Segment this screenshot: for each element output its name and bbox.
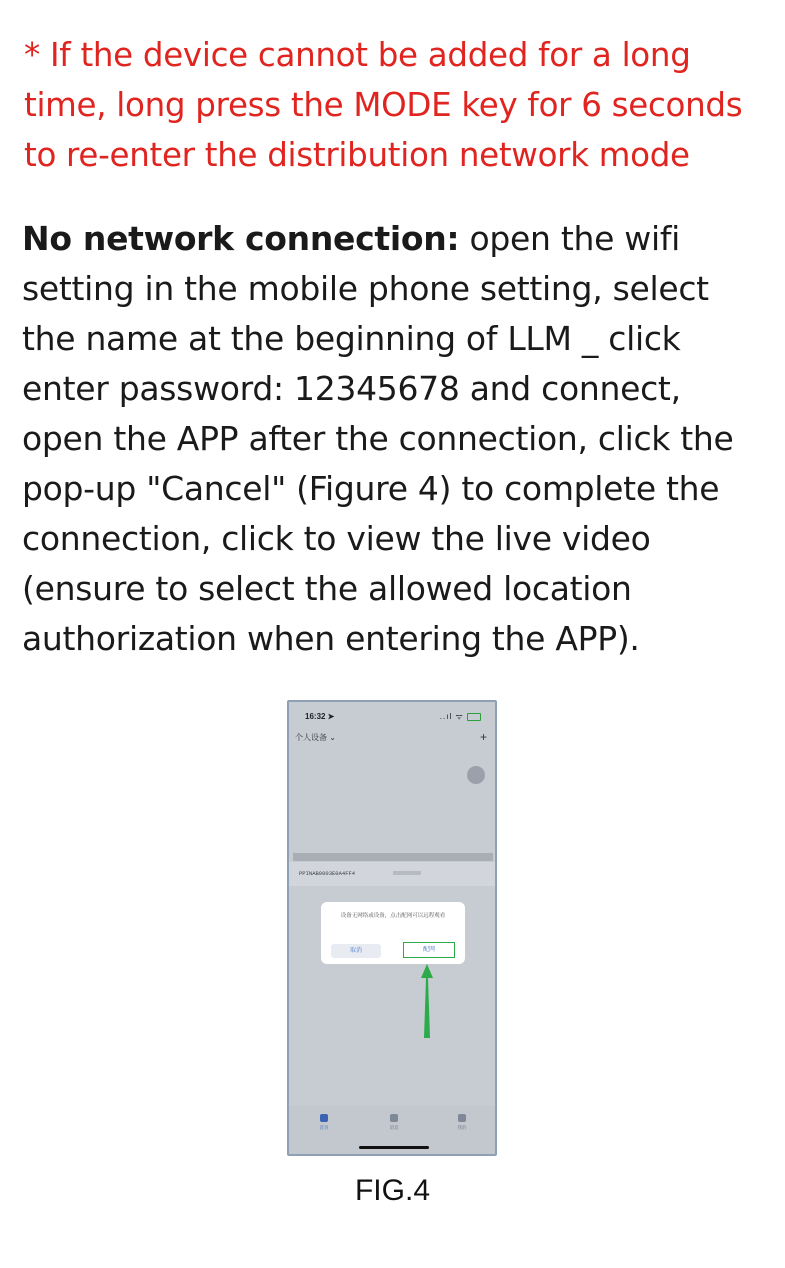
instruction-line: open the APP after the connection, click the [22, 419, 734, 458]
status-icons [440, 711, 481, 722]
figure-caption: FIG.4 [354, 1174, 430, 1207]
dialog-confirm-button: 配网 [403, 942, 455, 958]
warning-line: to re-enter the distribution network mode [24, 136, 690, 174]
arrow-up-icon [417, 964, 437, 1038]
dialog-message: 设备无网络或设备，点击配网可以远程观看 [340, 913, 446, 919]
warning-line: time, long press the MODE key for 6 seconds [24, 86, 743, 124]
device-id: PPINAB0003E0A4FF4 [299, 870, 356, 877]
tab-label: 首页 [319, 1126, 329, 1131]
tab-profile [447, 1114, 477, 1131]
home-icon [320, 1114, 328, 1122]
dialog-cancel-button: 取消 [331, 944, 381, 958]
instruction-lead: No network connection: [22, 219, 460, 258]
tab-label: 消息 [389, 1126, 399, 1131]
instruction-line: connection, click to view the live video [22, 519, 651, 558]
instruction-lead-rest: open the wifi [459, 219, 681, 258]
device-list-title: 个人设备 ⌄ [295, 733, 336, 742]
user-icon [458, 1114, 466, 1122]
device-row [289, 862, 495, 886]
instructions-paragraph [22, 214, 777, 664]
instruction-line: (ensure to select the allowed location [22, 569, 632, 608]
tab-label: 我的 [457, 1126, 467, 1131]
instruction-line: authorization when entering the APP). [22, 619, 640, 658]
instruction-line: the name at the beginning of LLM _ click [22, 319, 681, 358]
phone-screenshot-figure [287, 700, 497, 1156]
avatar-icon [467, 766, 485, 784]
instruction-line [22, 214, 777, 264]
instruction-line: setting in the mobile phone setting, select [22, 269, 709, 308]
tab-home [309, 1114, 339, 1131]
home-indicator [359, 1146, 429, 1149]
device-tag [393, 871, 421, 875]
warning-note [24, 30, 774, 180]
status-time: 16:32 ➤ [305, 712, 335, 721]
divider [293, 853, 493, 861]
signal-wifi-icon: ..ıl ᯤ [439, 712, 464, 721]
app-topbar [295, 732, 491, 748]
status-bar [289, 702, 495, 732]
add-icon: + [479, 730, 487, 744]
tab-message [379, 1114, 409, 1131]
popup-dialog [321, 902, 465, 964]
instruction-line: enter password: 12345678 and connect, [22, 369, 681, 408]
message-icon [390, 1114, 398, 1122]
battery-icon [467, 713, 481, 721]
warning-line: * If the device cannot be added for a long [24, 36, 691, 74]
instruction-line: pop-up "Cancel" (Figure 4) to complete the [22, 469, 720, 508]
